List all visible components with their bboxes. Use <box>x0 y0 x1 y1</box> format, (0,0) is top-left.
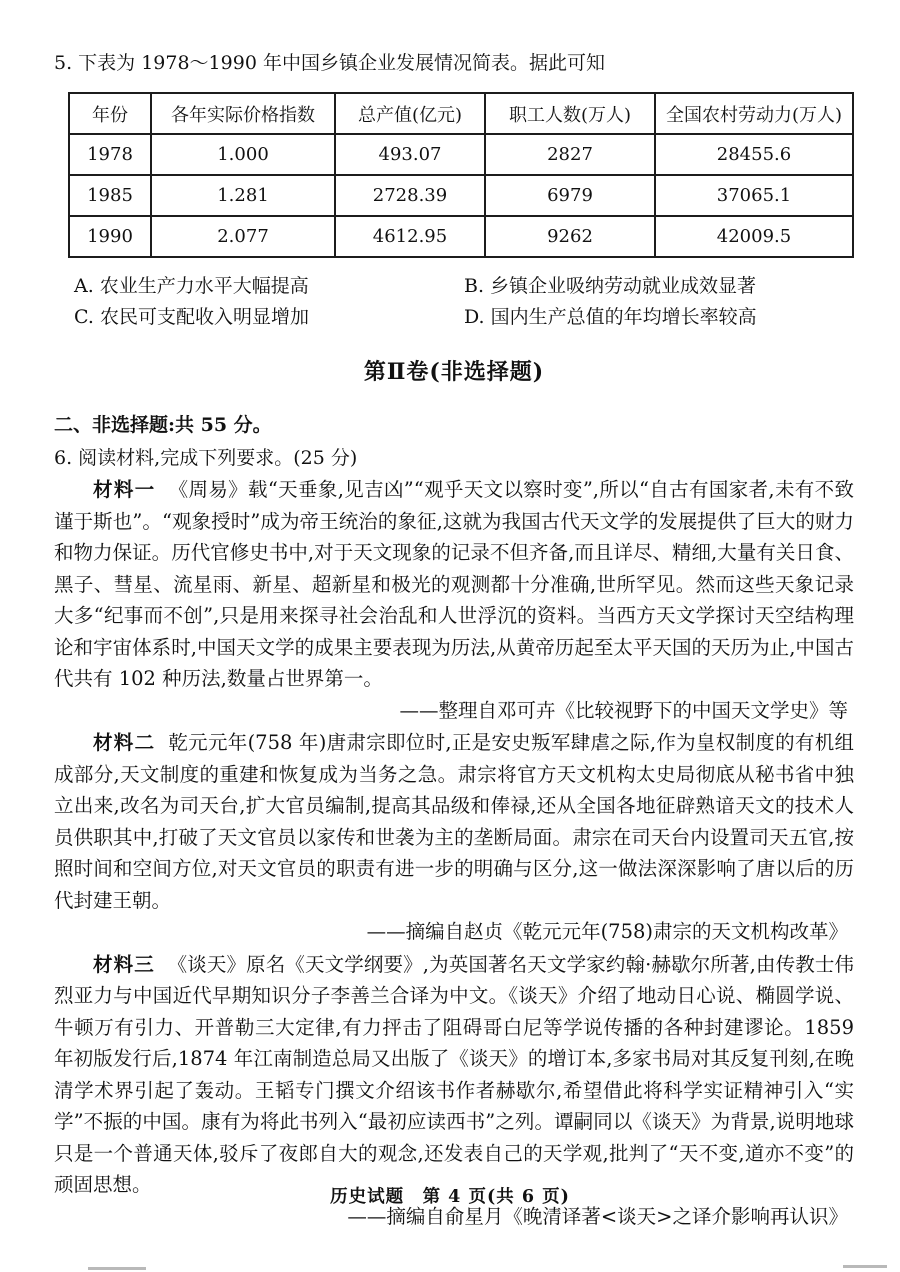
table-cell: 2728.39 <box>335 175 485 216</box>
table-cell: 1990 <box>69 216 151 257</box>
material-3-paragraph <box>54 949 854 1201</box>
table-row <box>69 175 853 216</box>
table-header-row <box>69 93 853 134</box>
table-cell: 1.281 <box>151 175 335 216</box>
table-cell: 2827 <box>485 134 655 175</box>
table-cell: 493.07 <box>335 134 485 175</box>
material-3-source: ——摘编自俞星月《晚清译著<谈天>之译介影响再认识》 <box>347 1204 848 1228</box>
option-c: C. 农民可支配收入明显增加 <box>74 306 309 328</box>
option-d: D. 国内生产总值的年均增长率较高 <box>464 306 757 328</box>
material-3-label: 材料三 <box>93 952 155 976</box>
scan-artifact <box>843 1265 887 1268</box>
table-header-cell: 各年实际价格指数 <box>151 93 335 134</box>
table-cell: 42009.5 <box>655 216 853 257</box>
table-cell: 37065.1 <box>655 175 853 216</box>
material-1-label: 材料一 <box>93 478 156 501</box>
enterprise-data-table <box>68 92 854 258</box>
table-cell: 2.077 <box>151 216 335 257</box>
material-2-paragraph <box>54 727 854 916</box>
table-cell: 1.000 <box>151 134 335 175</box>
table-cell: 6979 <box>485 175 655 216</box>
scan-artifact <box>88 1267 146 1270</box>
table-cell: 28455.6 <box>655 134 853 175</box>
option-b: B. 乡镇企业吸纳劳动就业成效显著 <box>464 275 757 297</box>
table-row <box>69 216 853 257</box>
table-header-cell: 全国农村劳动力(万人) <box>655 93 853 134</box>
table-row <box>69 134 853 175</box>
table-cell: 4612.95 <box>335 216 485 257</box>
section-2-title: 第Ⅱ卷(非选择题) <box>363 359 545 385</box>
material-2-label: 材料二 <box>93 731 156 754</box>
material-1-text: 《周易》载“天垂象,见吉凶”“观乎天文以察时变”,所以“自古有国家者,未有不致谨于斯也”。“观象授时”成为帝王统治的象征,这就为我国古代天文学的发展提供了巨大的财力和物力保证。历代官修史书中,对于天文现象的记录不但齐备,而且详尽、精细,大量有关日食、黑子、彗星、流星雨、新星、超新星和极光的观测都十分准确,世所罕见。然而这些天象记录大多“纪事而不创”,只是用来探寻社会治乱和人世浮沉的资料。当西方天文学探讨天空结构理论和宇宙体系时,中国天文学的成果主要表现为历法,从黄帝历起至太平天国的天历为止,中国古代共有 102 种历法,数量占世界第一。 <box>54 478 854 690</box>
question5-options <box>74 271 854 333</box>
material-3-text: 《谈天》原名《天文学纲要》,为英国著名天文学家约翰·赫歇尔所著,由传教士伟烈亚力与中国近代早期知识分子李善兰合译为中文。《谈天》介绍了地动日心说、椭圆学说、牛顿万有引力、开普勒三大定律,有力抨击了阻碍哥白尼等学说传播的各种封建谬论。1859 年初版发行后,1874 年江南制造总局又出版了《谈天》的增订本,多家书局对其反复刊刻,在晚清学术界引起了轰动。王韬专门撰文介绍该书作者赫歇尔,希望借此将科学实证精神引入“实学”不振的中国。康有为将此书列入“最初应读西书”之列。谭嗣同以《谈天》为背景,说明地球只是一个普通天体,驳斥了夜郎自大的观念,还发表自己的天学观,批判了“天不变,道亦不变”的顽固思想。 <box>54 952 854 1196</box>
option-a: A. 农业生产力水平大幅提高 <box>74 275 309 297</box>
table-cell: 1985 <box>69 175 151 216</box>
material-1-source: ——整理自邓可卉《比较视野下的中国天文学史》等 <box>399 698 848 722</box>
material-2-source: ——摘编自赵贞《乾元元年(758)肃宗的天文机构改革》 <box>366 920 848 943</box>
table-header-cell: 职工人数(万人) <box>485 93 655 134</box>
table-header-cell: 总产值(亿元) <box>335 93 485 134</box>
table-cell: 9262 <box>485 216 655 257</box>
table-cell: 1978 <box>69 134 151 175</box>
question6-stem: 6. 阅读材料,完成下列要求。(25 分) <box>54 447 358 469</box>
table-header-cell: 年份 <box>69 93 151 134</box>
material-1-paragraph <box>54 474 854 695</box>
material-2-text: 乾元元年(758 年)唐肃宗即位时,正是安史叛军肆虐之际,作为皇权制度的有机组成部分,天文制度的重建和恢复成为当务之急。肃宗将官方天文机构太史局彻底从秘书省中独立出来,改名为司天台,扩大官员编制,提高其品级和俸禄,还从全国各地征辟熟谙天文的技术人员供职其中,打破了天文官员以家传和世袭为主的垄断局面。肃宗在司天台内设置司天五官,按照时间和空间方位,对天文官员的职责有进一步的明确与区分,这一做法深深影响了唐以后的历代封建王朝。 <box>54 731 854 912</box>
question5-stem: 5. 下表为 1978～1990 年中国乡镇企业发展情况简表。据此可知 <box>54 52 605 74</box>
section-2-subtitle: 二、非选择题:共 55 分。 <box>54 414 272 436</box>
page-footer: 历史试题 第 4 页(共 6 页) <box>330 1187 570 1207</box>
